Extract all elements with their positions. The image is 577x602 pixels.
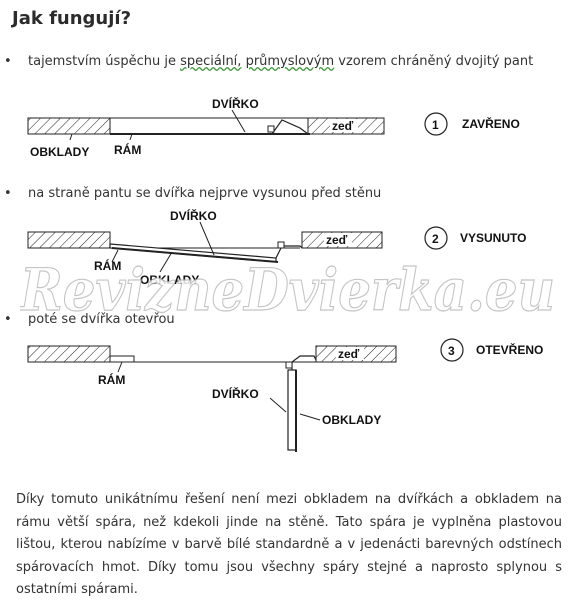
watermark-text: RevizneDvierka.eu	[20, 256, 556, 324]
bullet-text-part: tajemstvím úspěchu je	[28, 54, 181, 69]
label-frame: RÁM	[98, 373, 126, 387]
bullet-text-1	[28, 52, 564, 72]
state-label: VYSUNUTO	[460, 231, 527, 245]
label-frame: RÁM	[94, 259, 122, 273]
state-number: 1	[432, 118, 439, 132]
label-wall: zeď	[326, 233, 348, 247]
bullet-dot: •	[4, 186, 12, 201]
label-tiles: OBKLADY	[140, 273, 200, 287]
diagram-closed	[0, 96, 577, 166]
label-door: DVÍŘKO	[212, 387, 259, 401]
label-wall: zeď	[332, 119, 354, 133]
label-door: DVÍŘKO	[212, 97, 259, 111]
label-wall: zeď	[338, 347, 360, 361]
bullet-dot: •	[4, 54, 12, 69]
bullet-text-2: na straně pantu se dvířka nejprve vysunou před stěnu	[28, 186, 382, 201]
bullet-text-underlined: průmyslovým	[245, 54, 335, 69]
description-paragraph: Díky tomuto unikátnímu řešení není mezi obkladem na dvířkách a obkladem na rámu větší spára, než kdekoli jinde na stěně. Tato spára je vyplněna plastovou lištou, kterou nabízíme v barvě bílé standardně a v jedenácti barevných odstínech spárovacích hmot. Díky tomu jsou všechny spáry stejné a naprosto splynou s ostatními spárami.	[16, 492, 562, 597]
label-frame: RÁM	[114, 143, 142, 157]
state-number: 3	[448, 344, 455, 358]
label-tiles: OBKLADY	[322, 413, 382, 427]
label-door: DVÍŘKO	[170, 209, 217, 223]
bullet-item-1	[4, 52, 564, 72]
state-label: OTEVŘENO	[476, 343, 544, 357]
label-tiles: OBKLADY	[30, 145, 90, 159]
state-label: ZAVŘENO	[462, 117, 520, 131]
bullet-text-underlined: speciální,	[180, 54, 242, 69]
bullet-text-3: poté se dvířka otevřou	[28, 312, 175, 327]
page-heading: Jak fungují?	[12, 8, 132, 29]
bullet-item-3	[4, 310, 564, 330]
bullet-text-part: vzorem chráněný dvojitý pant	[334, 54, 534, 69]
state-number: 2	[432, 232, 439, 246]
diagram-open	[0, 336, 577, 466]
bullet-dot: •	[4, 312, 12, 327]
